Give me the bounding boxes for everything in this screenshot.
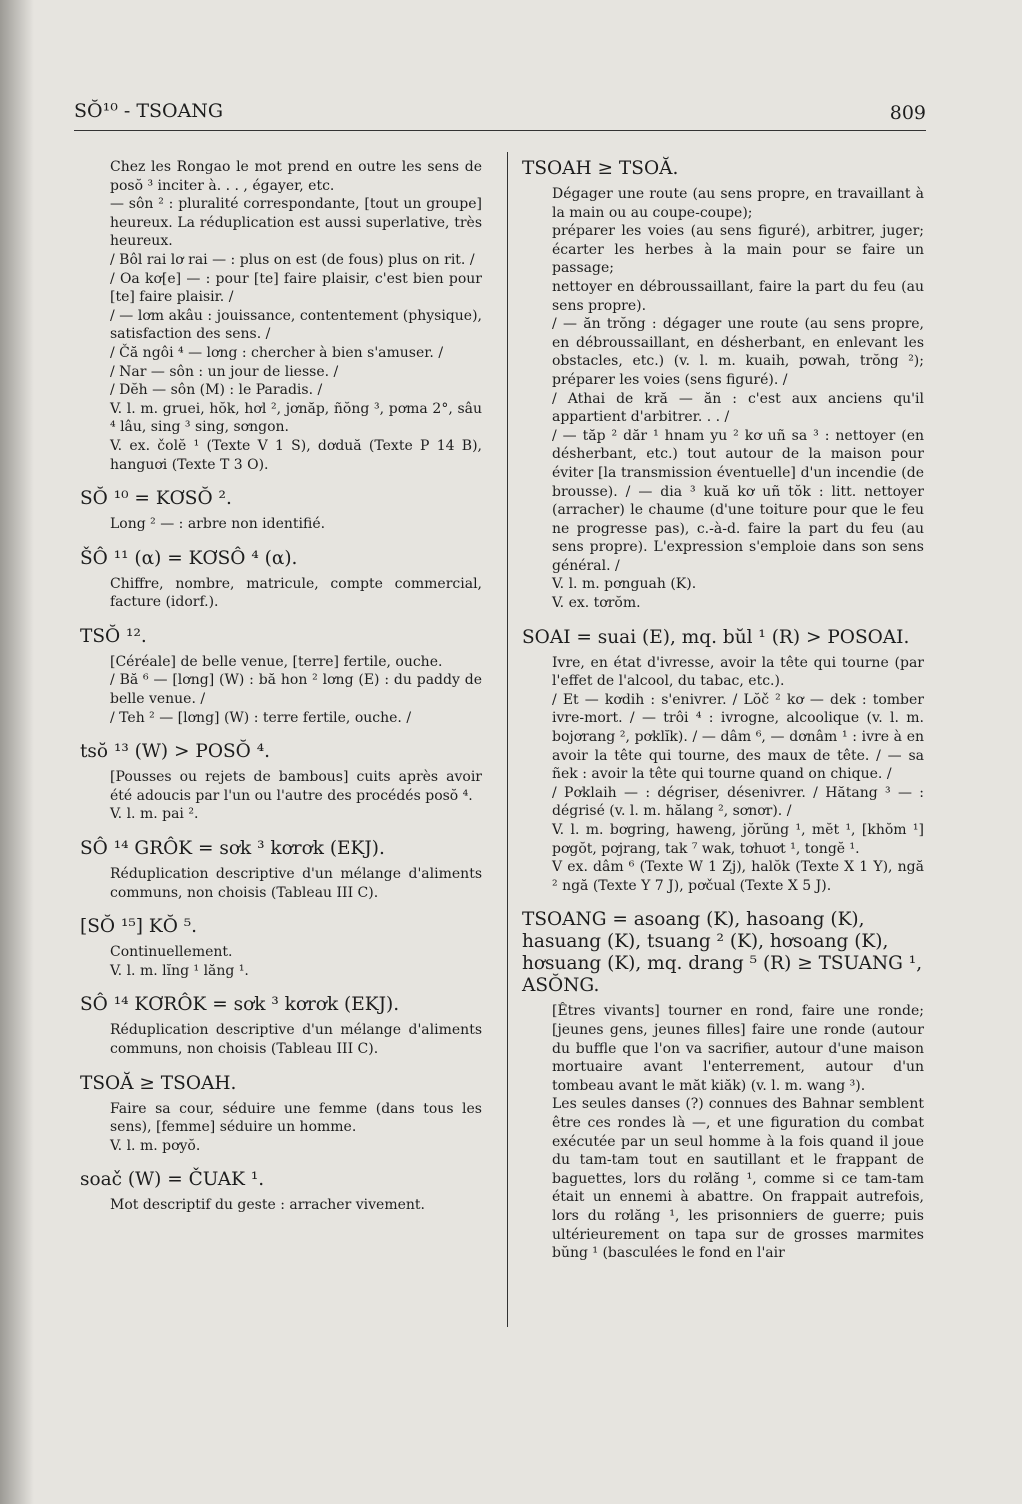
entry-text: / Athai de kră — ăn : c'est aux anciens qu'il appartient d'arbitrer. . . /: [552, 390, 924, 426]
entry-text: / Et — kơdih : s'enivrer. / Lŏč ² kơ — dek : tomber ivre-mort. / — trôi ⁴ : ivrogne, alcoolique (v. l. m. bojơrang ², pơklĭk). / — dâm ⁶, — dơnâm ¹ : ivre à en avoir la tête qui tourne, des maux de tête. / — sa ñek : avoir la tête qui tourne quand on chique. /: [552, 691, 924, 783]
entry-text: V. ex. čolĕ ¹ (Texte V 1 S), dơduă (Texte P 14 B), hanguơi (Texte T 3 O).: [110, 437, 482, 473]
running-head-title: SŎ¹⁰ - TSOANG: [74, 100, 224, 122]
dictionary-entry: [80, 488, 482, 534]
entry-text: Long ² — : arbre non identifié.: [110, 516, 326, 533]
right-column: [522, 158, 924, 1263]
entry-text: Mot descriptif du geste : arracher vivement.: [110, 1197, 425, 1214]
entry-text: [Céréale] de belle venue, [terre] fertile, ouche.: [110, 653, 443, 670]
entry-text: / — tăp ² dăr ¹ hnam yu ² kơ uñ sa ³ : nettoyer (en désherbant, etc.) tout autour de la maison pour éviter [la transmission éventuelle] d'un incendie (de brousse). / — dia ³ kuă kơ uñ tŏk : litt. nettoyer (arracher) le chaume (d'une toiture pour que le feu ne progresse pas), c.-à-d. faire la part du feu (au sens propre). L'expression s'emploie dans son sens général. /: [552, 427, 924, 574]
dictionary-entry: [80, 916, 482, 980]
book-gutter-shadow: [0, 0, 34, 1504]
dictionary-entry: [80, 994, 482, 1058]
entry-headword: SÔ ¹⁴ GRÔK = sơk ³ kơrơk (EKJ).: [80, 838, 385, 860]
entry-headword: TSŎ ¹².: [80, 625, 147, 647]
entry-text: / Bôl rai lơ rai — : plus on est (de fous) plus on rit. /: [110, 251, 475, 268]
entry-text: / Oa kơ[e] — : pour [te] faire plaisir, c'est bien pour [te] faire plaisir. /: [110, 270, 482, 306]
entry-text: V. l. m. pơyŏ.: [110, 1137, 201, 1154]
entry-headword: TSOANG = asoang (K), hasoang (K), hasuang (K), tsuang ² (K), hơsoang (K), hơsuang (K), mq. drang ⁵ (R) ≥ TSUANG ¹, ASŎNG.: [522, 909, 923, 997]
entry-text: / Pơklaih — : dégriser, désenivrer. / Hătang ³ — : dégrisé (v. l. m. hălang ², sơnơr). /: [552, 784, 924, 820]
dictionary-entry: [522, 158, 924, 613]
entry-headword: SÔ ¹⁴ KƠRÔK = sơk ³ kơrơk (EKJ).: [80, 994, 400, 1016]
entry-headword: tsŏ ¹³ (W) > POSŎ ⁴.: [80, 741, 271, 763]
entry-text: V. l. m. pơnguah (K).: [552, 576, 697, 593]
dictionary-entry: [80, 741, 482, 824]
entry-text: / — lơm akâu : jouissance, contentement (physique), satisfaction des sens. /: [110, 307, 482, 343]
entry-text: V. ex. tơrŏm.: [552, 595, 641, 612]
entry-text: Continuellement.: [110, 944, 233, 961]
entry-text: nettoyer en débroussaillant, faire la part du feu (au sens propre).: [552, 278, 924, 314]
left-column: [80, 158, 482, 1215]
entry-headword: [SŎ ¹⁵] KŎ ⁵.: [80, 916, 198, 938]
dictionary-entry: [522, 909, 924, 1262]
entry-text: V ex. dâm ⁶ (Texte W 1 Zj), halŏk (Texte X 1 Y), ngă ² ngă (Texte Y 7 J), pơčual (Texte X 5 J).: [552, 859, 924, 894]
entry-text: / Bă ⁶ — [lơng] (W) : bă hon ² lơng (E) : du paddy de belle venue. /: [110, 672, 482, 708]
entry-text: préparer les voies (au sens figuré), arbitrer, juger; écarter les herbes à la main pour se faire un passage;: [552, 223, 924, 277]
entry-text: / Nar — sôn : un jour de liesse. /: [110, 363, 339, 380]
entry-headword: TSOĂ ≥ TSOAH.: [80, 1072, 237, 1094]
entry-text: Les seules danses (?) connues des Bahnar semblent être ces rondes là —, et une figuration du combat exécutée par un seul homme à la fois quand il joue du tam-tam tout en sautillant et le frappant de baguettes, lors du rơlăng ¹, comme si ce tam-tam était un ennemi à abattre. On frappait autrefois, lors du rơlăng ¹, les prisonniers de guerre; puis ultérieurement on tapa sur de grosses marmites bŭng ¹ (basculées le fond en l'air: [552, 1096, 924, 1262]
dictionary-entry: [80, 1072, 482, 1156]
entry-text: Faire sa cour, séduire une femme (dans tous les sens), [femme] séduire un homme.: [110, 1100, 482, 1136]
entry-headword: soač (W) = ČUAK ¹.: [80, 1169, 265, 1191]
entry-text: [Êtres vivants] tourner en rond, faire une ronde; [jeunes gens, jeunes filles] faire une ronde (autour du buffle que l'on va sacrifier, autour d'une maison mortuaire avant l'enterrement, autour d'un tombeau avant le măt kiăk) (v. l. m. wang ³).: [552, 1003, 924, 1094]
dictionary-entry: [110, 158, 482, 474]
dictionary-entry: [80, 547, 482, 612]
entry-text: V. l. m. pai ².: [110, 806, 199, 823]
entry-headword: TSOAH ≥ TSOĂ.: [522, 158, 679, 179]
entry-text: / Čă ngôi ⁴ — lơng : chercher à bien s'amuser. /: [110, 344, 444, 361]
entry-text: V. l. m. bơgring, haweng, jŏrŭng ¹, mĕt ¹, [khŏm ¹] pơgŏt, pơjrang, tak ⁷ wak, tơhuơt ¹, tongĕ ¹.: [552, 822, 924, 857]
dictionary-entry: [80, 1169, 482, 1215]
entry-text: — sôn ² : pluralité correspondante, [tout un groupe] heureux. La réduplication est aussi superlative, très heureux.: [110, 196, 482, 250]
entry-text: / Dĕh — sôn (M) : le Paradis. /: [110, 382, 323, 399]
dictionary-entry: [80, 625, 482, 727]
entry-text: Chez les Rongao le mot prend en outre les sens de posŏ ³ inciter à. . . , égayer, etc.: [110, 159, 482, 194]
entry-text: Réduplication descriptive d'un mélange d'aliments communs, non choisis (Tableau III C).: [110, 1022, 482, 1057]
entry-text: / Teh ² — [lơng] (W) : terre fertile, ouche. /: [110, 709, 412, 726]
column-divider: [507, 152, 508, 1327]
entry-text: Dégager une route (au sens propre, en travaillant à la main ou au coupe-coupe);: [552, 186, 924, 221]
dictionary-entry: [80, 838, 482, 902]
entry-text: V. l. m. lĭng ¹ lăng ¹.: [110, 962, 249, 979]
entry-text: V. l. m. gruei, hŏk, hơl ², jơnăp, ñŏng ³, pơma 2°, sâu ⁴ lâu, sing ³ sing, sơngon.: [110, 400, 482, 436]
entry-text: Réduplication descriptive d'un mélange d'aliments communs, non choisis (Tableau III C).: [110, 866, 482, 901]
entry-headword: SOAI = suai (E), mq. bŭl ¹ (R) > POSOAI.: [522, 626, 910, 648]
dictionary-entry: [522, 626, 924, 896]
entry-text: / — ăn trŏng : dégager une route (au sens propre, en débroussaillant, en désherbant, en enlevant les obstacles, etc.) (v. l. m. kuaih, pơwah, trŏng ²); préparer les voies (sens figuré). /: [552, 316, 924, 388]
entry-headword: ŠÔ ¹¹ (α) = KƠSÔ ⁴ (α).: [80, 547, 298, 569]
entry-text: Ivre, en état d'ivresse, avoir la tête qui tourne (par l'effet de l'alcool, du tabac, etc.).: [552, 654, 924, 690]
page-number: 809: [889, 102, 926, 124]
running-header: [74, 100, 926, 131]
entry-text: [Pousses ou rejets de bambous] cuits après avoir été adoucis par l'un ou l'autre des procédés posŏ ⁴.: [110, 769, 482, 804]
entry-text: Chiffre, nombre, matricule, compte commercial, facture (idorf.).: [110, 575, 482, 611]
entry-headword: SŎ ¹⁰ = KƠSŎ ².: [80, 488, 232, 510]
